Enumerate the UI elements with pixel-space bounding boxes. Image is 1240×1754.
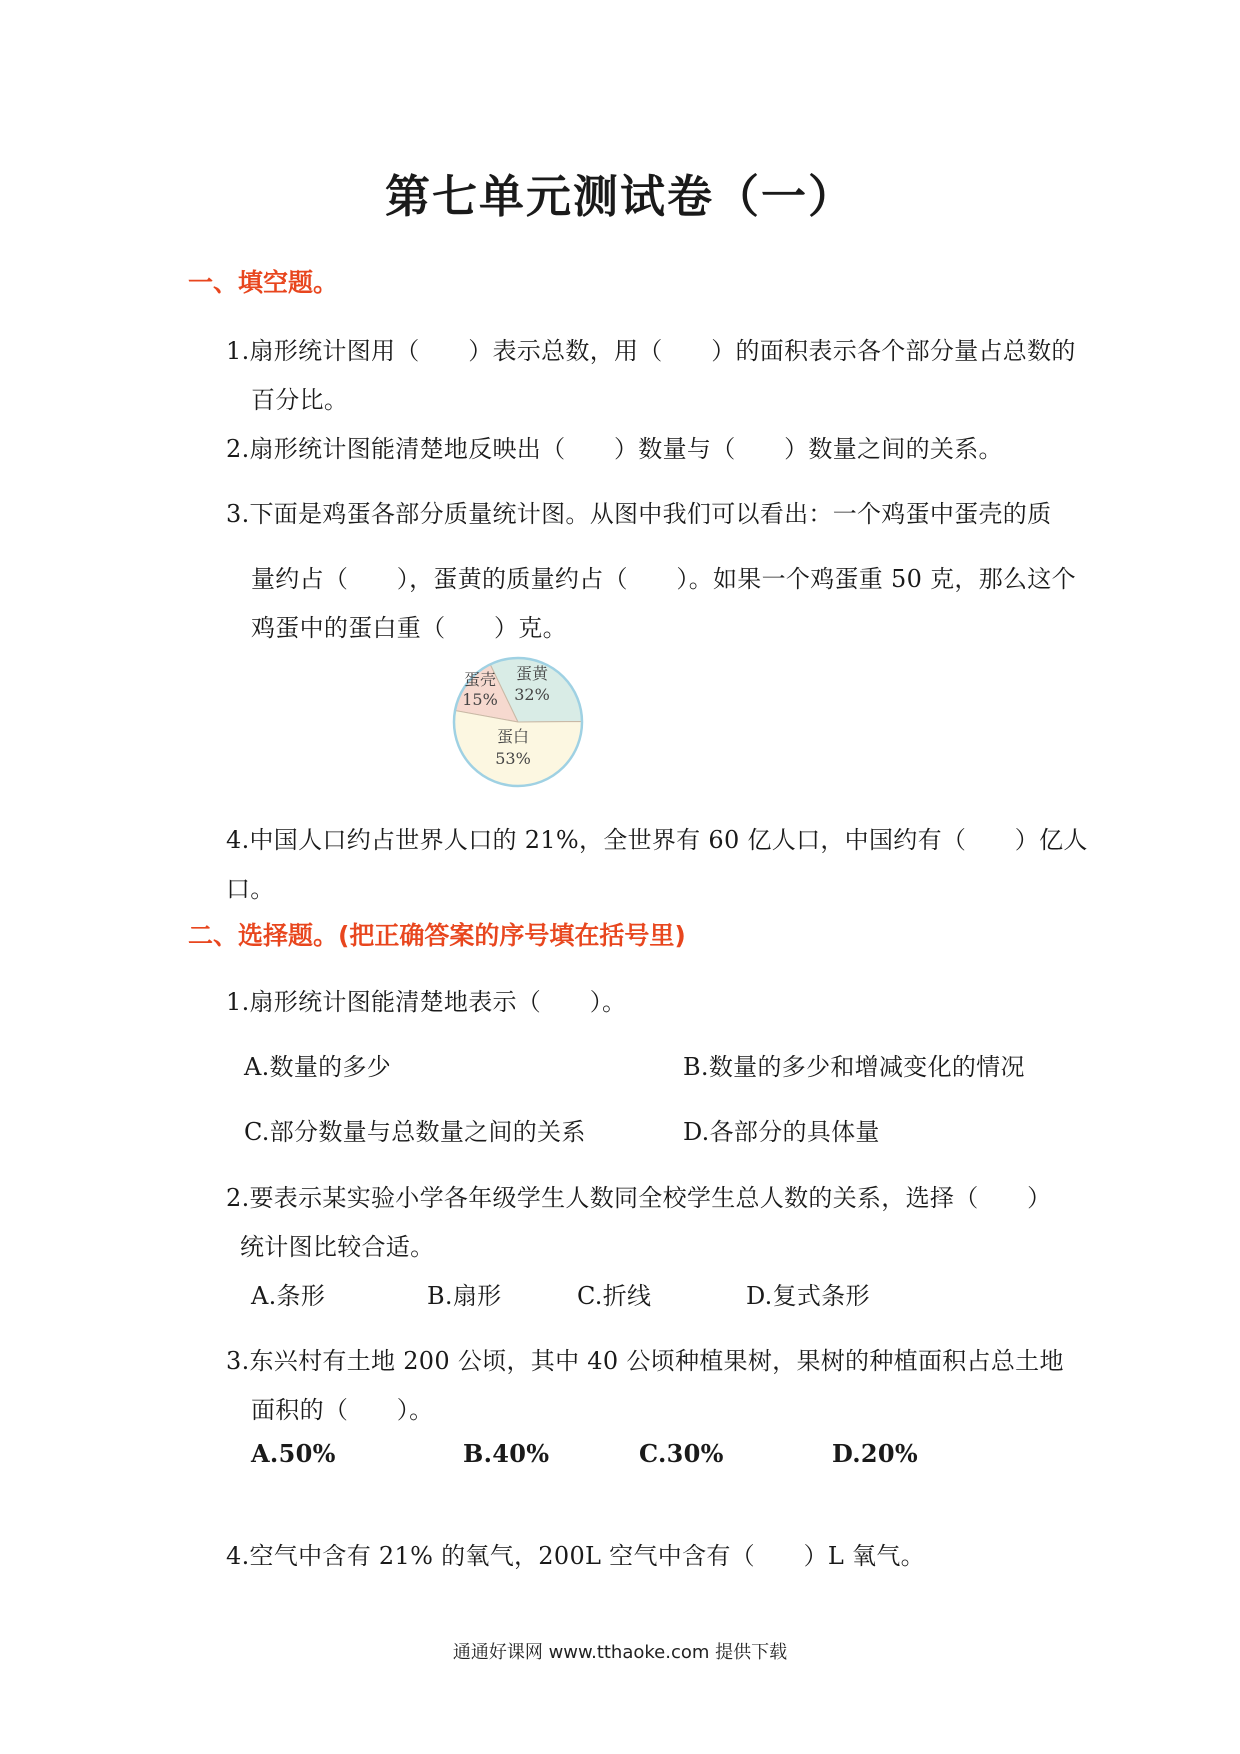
slice-value-yolk: 32%: [514, 685, 550, 704]
s1-q3-line3: 鸡蛋中的蛋白重（ ）克。: [251, 614, 567, 642]
s2-q3-option-d: D.20%: [832, 1439, 919, 1468]
s1-q3-line1: 3.下面是鸡蛋各部分质量统计图。从图中我们可以看出：一个鸡蛋中蛋壳的质: [226, 500, 1052, 528]
s2-q2-option-a: A.条形: [251, 1282, 326, 1310]
egg-composition-pie-chart: [450, 654, 586, 790]
s2-q1-option-c: C.部分数量与总数量之间的关系: [244, 1118, 586, 1146]
s2-q3-line2: 面积的（ ）。: [251, 1396, 434, 1424]
s2-q2-option-c: C.折线: [577, 1282, 652, 1310]
s1-q4-line2: 口。: [226, 875, 275, 903]
s1-q4-line1: 4.中国人口约占世界人口的 21%，全世界有 60 亿人口，中国约有（ ）亿人: [226, 826, 1088, 854]
footer-credit: 通通好课网 www.tthaoke.com 提供下载: [452, 1642, 788, 1663]
s2-q3-option-a: A.50%: [251, 1439, 336, 1468]
page-title: 第七单元测试卷（一）: [384, 170, 855, 223]
s2-q1-option-d: D.各部分的具体量: [683, 1118, 880, 1146]
s2-q4-line1: 4.空气中含有 21% 的氧气，200L 空气中含有（ ）L 氧气。: [226, 1542, 925, 1570]
slice-label-yolk: 蛋黄: [515, 664, 549, 683]
s1-q2-line1: 2.扇形统计图能清楚地反映出（ ）数量与（ ）数量之间的关系。: [226, 435, 1003, 463]
slice-label-shell: 蛋壳: [463, 670, 497, 689]
s2-q1-option-b: B.数量的多少和增减变化的情况: [683, 1053, 1025, 1081]
s1-q1-line2: 百分比。: [251, 386, 349, 414]
s2-q1-option-a: A.数量的多少: [244, 1053, 392, 1081]
slice-value-white: 53%: [495, 749, 531, 768]
s1-q3-line2: 量约占（ ），蛋黄的质量约占（ ）。如果一个鸡蛋重 50 克，那么这个: [251, 565, 1076, 593]
s2-q2-option-d: D.复式条形: [746, 1282, 870, 1310]
s2-q3-line1: 3.东兴村有土地 200 公顷，其中 40 公顷种植果树，果树的种植面积占总土地: [226, 1347, 1064, 1375]
s2-q2-line2: 统计图比较合适。: [240, 1233, 435, 1261]
slice-value-shell: 15%: [462, 690, 498, 709]
s2-q3-option-c: C.30%: [639, 1439, 724, 1468]
section-1-heading: 一、填空题。: [188, 268, 339, 297]
s2-q2-option-b: B.扇形: [427, 1282, 502, 1310]
section-2-heading: 二、选择题。(把正确答案的序号填在括号里): [188, 921, 686, 950]
s1-q1-line1: 1.扇形统计图用（ ）表示总数，用（ ）的面积表示各个部分量占总数的: [226, 337, 1076, 365]
slice-label-white: 蛋白: [496, 727, 530, 746]
s2-q1-line1: 1.扇形统计图能清楚地表示（ ）。: [226, 988, 627, 1016]
s2-q3-option-b: B.40%: [463, 1439, 550, 1468]
s2-q2-line1: 2.要表示某实验小学各年级学生人数同全校学生总人数的关系，选择（ ）: [226, 1184, 1052, 1212]
